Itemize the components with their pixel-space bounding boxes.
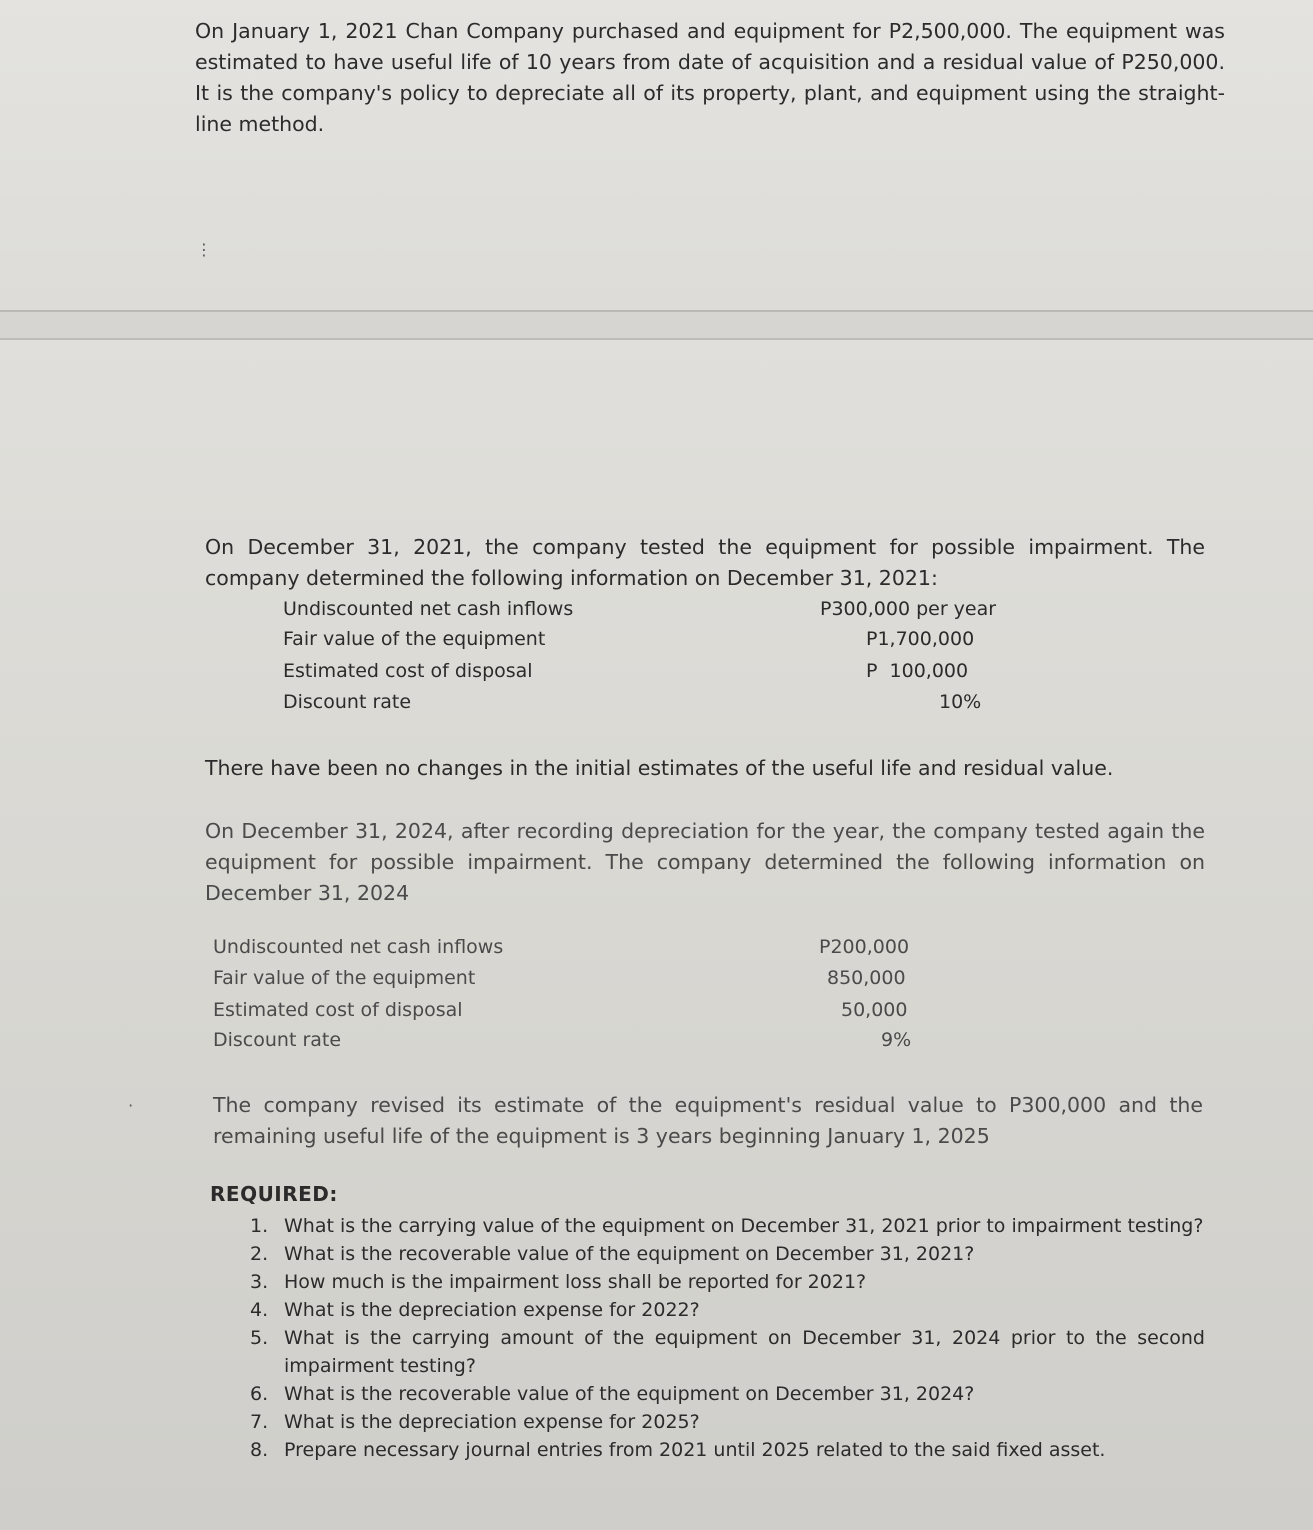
question-number: 4. bbox=[250, 1299, 269, 1321]
row-value: P300,000 per year bbox=[820, 598, 997, 620]
question-number: 3. bbox=[250, 1271, 269, 1293]
question-number: 1. bbox=[250, 1215, 269, 1237]
stray-mark: ⋅ bbox=[128, 1096, 134, 1115]
question-number: 7. bbox=[250, 1411, 269, 1433]
intro-paragraph: On January 1, 2021 Chan Company purchased and equipment for P2,500,000. The equipment was estimated to have useful life of 10 years from date of acquisition and a residual value of P250,000. It is the company's policy to depreciate all of its property, plant, and equipment using the straight-line method. bbox=[195, 19, 1225, 136]
question-text: How much is the impairment loss shall be reported for 2021? bbox=[284, 1271, 867, 1293]
required-questions-list bbox=[250, 1212, 1205, 1464]
stray-mark: ⋮ bbox=[196, 240, 212, 259]
list-item bbox=[250, 1240, 1205, 1268]
row-value: P1,700,000 bbox=[866, 628, 975, 650]
list-item bbox=[250, 1212, 1205, 1240]
question-text: Prepare necessary journal entries from 2021 until 2025 related to the said fixed asset. bbox=[284, 1439, 1106, 1461]
question-number: 6. bbox=[250, 1383, 269, 1405]
row-label: Fair value of the equipment bbox=[283, 628, 546, 650]
list-item bbox=[250, 1380, 1205, 1408]
question-text: What is the depreciation expense for 2025? bbox=[284, 1411, 700, 1433]
list-item bbox=[250, 1268, 1205, 1296]
row-value: 50,000 bbox=[841, 999, 908, 1021]
row-label: Fair value of the equipment bbox=[213, 967, 476, 989]
row-value: 10% bbox=[939, 691, 982, 713]
question-text: What is the recoverable value of the equipment on December 31, 2024? bbox=[284, 1383, 975, 1405]
impairment-2024-intro: On December 31, 2024, after recording depreciation for the year, the company tested again the equipment for possible impairment. The company determined the following information on December 31, 2024 bbox=[205, 819, 1205, 905]
revision-paragraph: The company revised its estimate of the equipment's residual value to P300,000 and the remaining useful life of the equipment is 3 years beginning January 1, 2025 bbox=[213, 1093, 1203, 1148]
question-text: What is the carrying value of the equipment on December 31, 2021 prior to impairment testing? bbox=[284, 1215, 1204, 1237]
row-label: Estimated cost of disposal bbox=[213, 999, 463, 1021]
row-label: Undiscounted net cash inflows bbox=[213, 936, 504, 958]
row-value: 9% bbox=[881, 1029, 912, 1051]
question-text: What is the carrying amount of the equipment on December 31, 2024 prior to the second impairment testing? bbox=[284, 1327, 1205, 1377]
list-item bbox=[250, 1324, 1205, 1380]
question-text: What is the depreciation expense for 2022? bbox=[284, 1299, 700, 1321]
impairment-2021-intro: On December 31, 2021, the company tested the equipment for possible impairment. The company determined the following information on December 31, 2021: bbox=[205, 535, 1205, 590]
row-label: Discount rate bbox=[283, 691, 412, 713]
row-label: Undiscounted net cash inflows bbox=[283, 598, 574, 620]
question-number: 2. bbox=[250, 1243, 269, 1265]
row-label: Estimated cost of disposal bbox=[283, 660, 533, 682]
question-text: What is the recoverable value of the equipment on December 31, 2021? bbox=[284, 1243, 975, 1265]
question-number: 8. bbox=[250, 1439, 269, 1461]
list-item bbox=[250, 1296, 1205, 1324]
row-value: P 100,000 bbox=[866, 660, 969, 682]
required-heading: REQUIRED: bbox=[210, 1182, 338, 1206]
question-number: 5. bbox=[250, 1327, 269, 1349]
list-item bbox=[250, 1408, 1205, 1436]
list-item bbox=[250, 1436, 1205, 1464]
top-page-section bbox=[0, 0, 1313, 312]
row-value: 850,000 bbox=[827, 967, 906, 989]
row-label: Discount rate bbox=[213, 1029, 342, 1051]
row-value: P200,000 bbox=[819, 936, 910, 958]
no-changes-note: There have been no changes in the initial estimates of the useful life and residual value. bbox=[205, 756, 1114, 780]
